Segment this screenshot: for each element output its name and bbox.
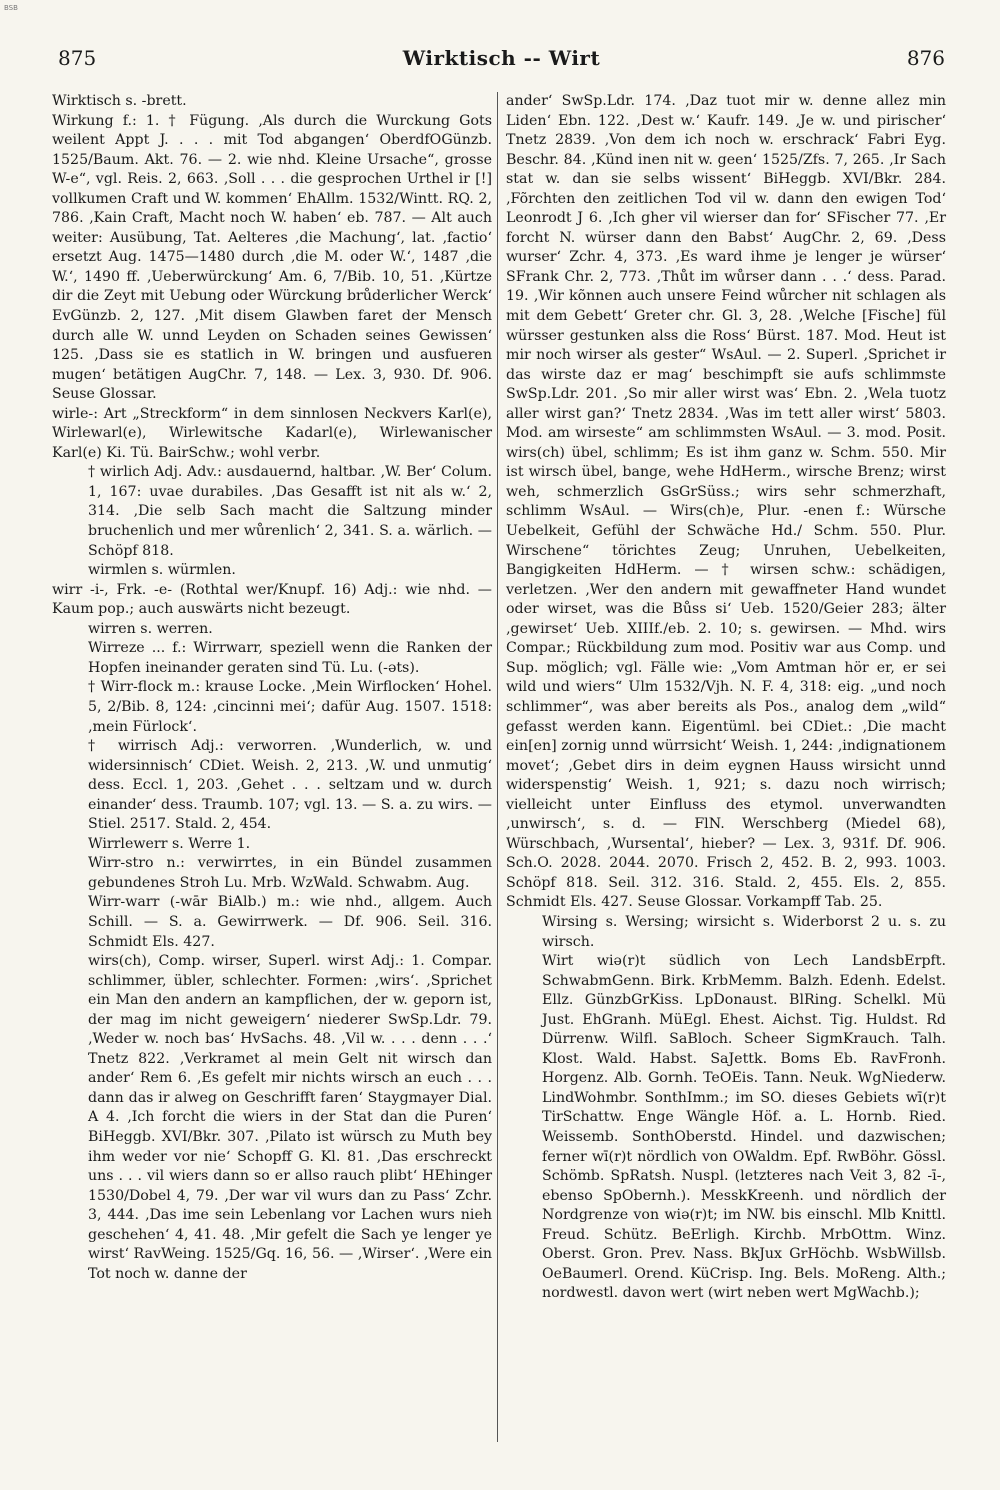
entry-wirktisch: Wirktisch s. -brett.	[52, 93, 187, 109]
page-number-left: 875	[58, 46, 97, 70]
entry-wirr-warr: Wirr-warr (-wār BiAlb.) m.: wie nhd., allgem. Auch Schill. — S. a. Gewirrwerk. — Df. 906. Seil. 316. Schmidt Els. 427.	[88, 894, 492, 950]
entry-wirsch: wirs(ch), Comp. wirser, Superl. wirst Adj.: 1. Compar. schlimmer, übler, schlechter. Formen: ‚wirs‘. ‚Sprichet ein Man den andern an kampflichen, der w. geporn ist, der mag im nicht geweigern‘ niederer SwSp.Ldr. 79. ‚Weder w. noch bas‘ HvSachs. 48. ‚Vil w. . . . denn . . .‘ Tnetz 822. ‚Verkramet al mein Gelt nit wirsch dan ander‘ Rem 6. ‚Es gefelt mir nichts wirsch an euch . . . dann das ir alweg on Geschrifft faren‘ Staygmayer Dial. A 4. ‚Ich forcht die wiers in der Stat dan die Puren‘ BiHeggb. XVI/Bkr. 307. ‚Pilato ist würsch zu Muth bey ihm weder vor nie‘ Schopff G. Kl. 81. ‚Das erschreckt uns . . . vil wiers dann so er allso rauch plibt‘ HEhinger 1530/Dobel 4, 79. ‚Der war vil wurs dan zu Pass‘ Zchr. 3, 444. ‚Das ime sein Lebenlang vor Lachen wurs nieh geschehen‘ 4, 41. 48. ‚Mir gefelt die Sach ye lenger ye wirst‘ RavWeing. 1525/Gq. 16, 56. — ‚Wirser‘. ‚Were ein Tot noch w. danne der	[88, 953, 492, 1282]
entry-wirreze: Wirreze ... f.: Wirrwarr, speziell wenn die Ranken der Hopfen ineinander geraten sind Tü. Lu. (-əts).	[88, 640, 492, 676]
column-divider	[497, 92, 498, 1442]
entry-wirrlewerr: Wirrlewerr s. Werre 1.	[88, 835, 251, 852]
entry-wirsch-continued: ander‘ SwSp.Ldr. 174. ‚Daz tuot mir w. denne allez min Liden‘ Ebn. 122. ‚Dest w.‘ Kaufr. 149. ‚Je w. und pirischer‘ Tnetz 2839. ‚Von dem ich noch w. erschrack‘ Fabri Eyg. Beschr. 84. ‚Künd inen nit w. geen‘ 1525/Zfs. 7, 265. ‚Ir Sach stat w. dan sie selbs wissent‘ BiHeggb. XVI/Bkr. 284. ‚Fõrchten den zeitlichen Tod vil w. dann den ewigen Tod‘ Leonrodt J 6. ‚Ich gher vil wierser dan for‘ SFischer 77. ‚Er forcht N. würser dann den Babst‘ AugChr. 2, 69. ‚Dess wurser‘ Zchr. 4, 373. ‚Es ward ihme je lenger je würser‘ SFrank Chr. 2, 773. ‚Thůt im wůrser dann . . .‘ dess. Parad. 19. ‚Wir kõnnen auch unsere Feind wůrcher nit schlagen als mit dem Gebett‘ Greter chr. Gl. 3, 28. ‚Welche [Fische] fül würsser gestunken alss die Ross‘ Bürst. 187. Mod. Heut ist mir noch wirser als gester“ WsAul. — 2. Superl. ‚Sprichet ir das wirste daz er mag‘ beschimpft sie aufs schlimmste SwSp.Ldr. 201. ‚So mir aller wirst was‘ Ebn. 2. ‚Wela tuotz aller wirst gan?‘ Tnetz 2834. ‚Was im tett aller wirst‘ 5803. Mod. am wirseste“ am schlimmsten WsAul. — 3. mod. Posit. wirs(ch) übel, schlimm; Es ist ihm ganz w. Schm. 550. Mir ist wirsch übel, bange, wehe HdHerm., wirsche Brenz; wirst weh, schmerzlich GsGrSüss.; wirs sehr schmerzhaft, schlimm WsAul. — Wirs(ch)e, Plur. -enen f.: Würsche Uebelkeit, Gefühl der Schwäche Hd./ Schm. 550. Plur. Wirschene“ törichtes Zeug; Unruhen, Uebelkeiten, Bangigkeiten HdHerm. — † wirsen schw.: schädigen, verletzen. ‚Wer den andern mit gewaffneter Hand wundet oder wirset, was die Bůss si‘ Ueb. 1520/Geier 283; älter ‚gewirset‘ Ueb. XIIIf./eb. 2. 10; s. gewirsen. — Mhd. wirs Compar.; Rückbildung zum mod. Positiv war aus Comp. und Sup. möglich; vgl. Fälle wie: „Vom Amtman hör er, er sei wild und wiers“ Ulm 1532/Vjh. N. F. 4, 318: eig. „und noch schlimmer“, was aber bereits als Pos., analog dem „wild“ gefasst werden kann. Eigentüml. bei CDiet.: ‚Die macht ein[en] zornig unnd würrsicht‘ Weish. 1, 244: ‚indignationem movet‘; ‚Gebet dirs in deim eygnen Hauss wirsicht unnd widerspenstig‘ Weish. 1, 921; s. dazu noch wirrisch; vielleicht unter Einfluss des etymol. unverwandten ‚unwirsch‘, s. d. — FlN. Werschberg (Miedel 68), Würschbach, ‚Wursental‘, hieber? — Lex. 3, 931f. Df. 906. Sch.O. 2028. 2044. 2070. Frisch 2, 452. B. 2, 993. 1003. Schöpf 818. Seil. 312. 316. Stald. 2, 455. Els. 2, 855. Schmidt Els. 427. Seuse Glossar. Vorkampff Tab. 25.	[506, 93, 946, 911]
entry-wirt: Wirt wiə(r)t südlich von Lech LandsbErpft. SchwabmGenn. Birk. KrbMemm. Balzh. Edenh. Edelst. Ellz. GünzbGrKiss. LpDonaust. BlRing. Schelkl. Mü Just. EhGranh. MüEgl. Ehest. Aichst. Tig. Huldst. Rd Dürrenw. Wilfl. SaBloch. Scheer SigmKrauch. Talh. Klost. Wald. Habst. SaJettk. Boms Eb. RavFronh. Horgenz. Alb. Gornh. TeOEis. Tann. Neuk. WgNiederw. LindWohmbr. SonthImm.; im SO. dieses Gebiets wī(r)t TirSchattw. Enge Wängle Höf. a. L. Hornb. Ried. Weissemb. SonthOberstd. Hindel. und dazwischen; ferner wī(r)t nördlich von OWaldm. Epf. RwBöhr. Gössl. Schömb. SpRatsh. Nuspl. (letzteres nach Veit 3, 82 -ī-, ebenso SpObernh.). MesskKreenh. und nördlich der Nordgrenze von wiə(r)t; im NW. bis einschl. Mlb Knittl. Freud. Schütz. BeErligh. Kirchb. MrbOttm. Winz. Oberst. Gron. Prev. Nass. BkJux GrHöchb. WsbWillsb. OeBaumerl. Orend. KüCrisp. Ing. Bels. MoReng. Alth.; nordwestl. davon wert (wirt neben wert MgWachb.);	[542, 953, 946, 1302]
entry-wirle: wirle-: Art „Streckform“ in dem sinnlosen Neckvers Karl(e), Wirlewarl(e), Wirlewitsche Kadarl(e), Wirlewanischer Karl(e) Ki. Tü. BairSchw.; wohl verbr.	[52, 405, 492, 461]
entry-wirr-stro: Wirr-stro n.: verwirrtes, in ein Bündel zusammen gebundenes Stroh Lu. Mrb. WzWald. Schwabm. Aug.	[88, 855, 492, 891]
entry-wirkung: Wirkung f.: 1. † Fügung. ‚Als durch die Wurckung Gots weilent Appt J. . . . mit Tod abgangen‘ OberdfOGünzb. 1525/Baum. Akt. 76. — 2. wie nhd. Kleine Ursache“, grosse W-e“, vgl. Reis. 2, 663. ‚Soll . . . die gesprochen Urthel ir [!] vollkumen Craft und W. kommen‘ EhAllm. 1532/Wintt. RQ. 2, 786. ‚Kain Craft, Macht noch W. haben‘ eb. 787. — Alt auch weiter: Ausübung, Tat. Aelteres ‚die Machung‘, lat. ‚factio‘ ersetzt Aug. 1475—1480 durch ‚die M. oder W.‘, 1487 ‚die W.‘, 1490 ff. ‚Ueberwürckung‘ Am. 6, 7/Bib. 10, 51. ‚Kürtze dir die Zeyt mit Uebung oder Würckung brůderlicher Werck‘ EvGünzb. 2, 127. ‚Mit disem Glawben faret der Mensch durch alle W. unnd Leyden on Schaden seines Gewissen‘ 125. ‚Dass sie es statlich in W. bringen und ausfueren mugen‘ betätigen AugChr. 7, 148. — Lex. 3, 930. Df. 906. Seuse Glossar.	[52, 112, 492, 403]
entry-wirsing: Wirsing s. Wersing; wirsicht s. Widerborst 2 u. s. zu wirsch.	[542, 913, 946, 950]
library-stamp: BSB	[4, 4, 18, 12]
entry-wirr: wirr -i-, Frk. -e- (Rothtal wer/Knupf. 16) Adj.: wie nhd. — Kaum pop.; auch auswärts nicht bezeugt.	[52, 581, 492, 618]
entry-wirlich: † wirlich Adj. Adv.: ausdauernd, haltbar. ‚W. Ber‘ Colum. 1, 167: uvae durabiles. ‚Das Gesafft ist nit als w.‘ 2, 314. ‚Die selb Sach macht die Saltzung minder bruchenlich und mer wůrenlich‘ 2, 341. S. a. wärlich. — Schöpf 818.	[88, 464, 492, 559]
running-head: Wirktisch -- Wirt	[402, 46, 601, 70]
entry-wirr-flock: † Wirr-flock m.: krause Locke. ‚Mein Wirflocken‘ Hohel. 5, 2/Bib. 8, 124: ‚cincinni mei‘; dafür Aug. 1507. 1518: ‚mein Fürlock‘.	[88, 679, 492, 735]
right-column	[506, 92, 946, 1304]
page-header	[58, 40, 945, 74]
entry-wirrisch: † wirrisch Adj.: verworren. ‚Wunderlich, w. und widersinnisch‘ CDiet. Weish. 2, 213. ‚W. und unmutig‘ dess. Eccl. 1, 203. ‚Gehet . . . seltzam und w. durch einander‘ dess. Traumb. 107; vgl. 13. — S. a. zu wirs. — Stiel. 2517. Stald. 2, 454.	[88, 738, 492, 833]
page-number-right: 876	[906, 46, 945, 70]
entry-wirren: wirren s. werren.	[88, 620, 213, 637]
entry-wirmlen: wirmlen s. würmlen.	[88, 562, 236, 579]
left-column	[52, 92, 492, 1284]
